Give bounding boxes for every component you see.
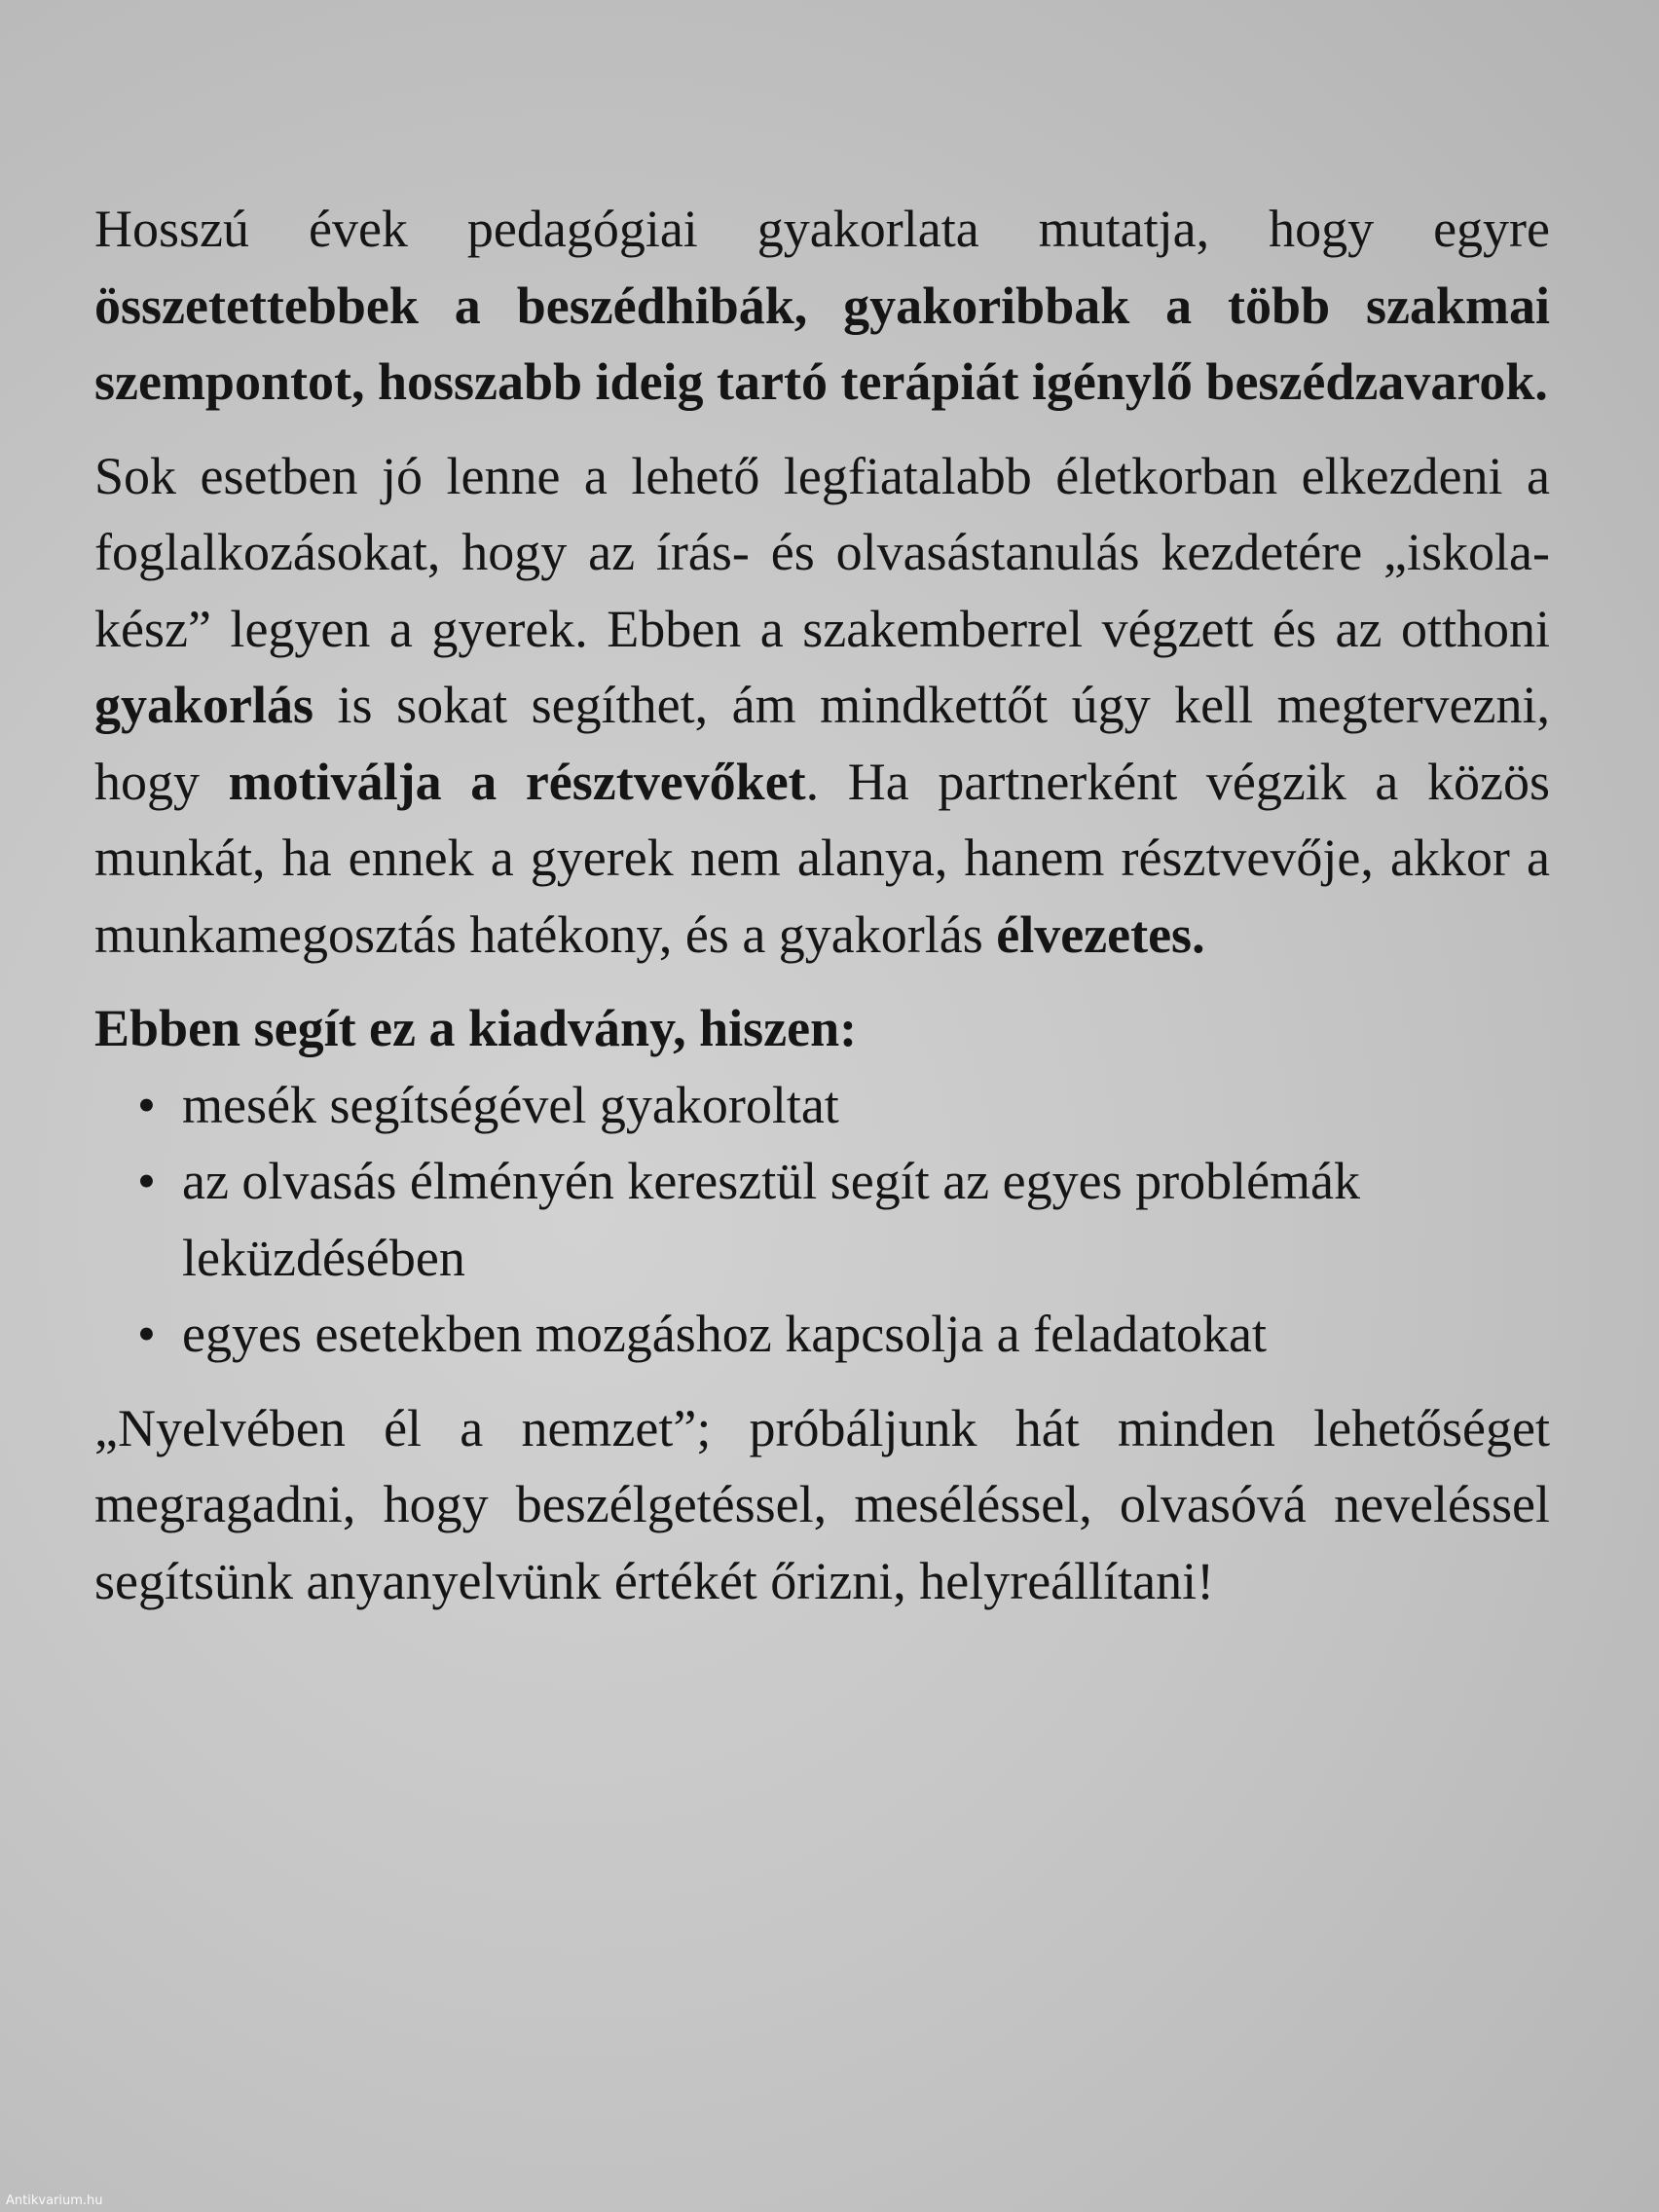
- body-text-2: is sokat segíthet, ám mindkettőt úgy kell megtervezni, hogy: [94, 676, 1550, 811]
- body-paragraph: [94, 438, 1550, 974]
- bullet-list: [94, 1067, 1550, 1373]
- body-text-3: . Ha partnerként végzik a közös munkát, ha ennek a gyerek nem alanya, hanem résztvevője, akkor a munkamegosztás hatékony, és a gyakorlás: [94, 752, 1550, 964]
- intro-bold-text: összetettebbek a beszédhibák, gyakoribbak a több szakmai szempontot, hosszabb ideig tartó terápiát igénylő beszédzavarok.: [94, 276, 1550, 411]
- intro-paragraph: [94, 191, 1550, 421]
- bullet-item: • mesék segítségével gyakoroltat: [182, 1067, 1550, 1144]
- bullet-item: • egyes esetekben mozgáshoz kapcsolja a feladatokat: [182, 1296, 1550, 1373]
- watermark: Antikvarium.hu: [6, 2194, 103, 2208]
- intro-text: Hosszú évek pedagógiai gyakorlata mutatja, hogy egyre: [94, 200, 1550, 258]
- body-bold-motivate: motiválja a résztvevőket: [228, 752, 806, 811]
- section-heading: Ebben segít ez a kiadvány, hiszen:: [94, 999, 858, 1057]
- body-bold-practice: gyakorlás: [94, 676, 314, 734]
- closing-paragraph: „Nyelvében él a nemzet”; próbáljunk hát minden lehetőséget megragadni, hogy beszélgetéssel, meséléssel, olvasóvá neveléssel segítsünk anyanyelvünk értékét őrizni, helyreállítani!: [94, 1398, 1550, 1610]
- page-text: [94, 191, 1550, 1637]
- body-text-1: Sok esetben jó lenne a lehető legfiatalabb életkorban elkezdeni a foglalkozásokat, hogy az írás- és olvasástanulás kezdetére „iskola-kész” legyen a gyerek. Ebben a szakemberrel végzett és az otthoni: [94, 446, 1550, 658]
- body-bold-enjoyable: élvezetes.: [996, 904, 1205, 964]
- bullet-item: • az olvasás élményén keresztül segít az egyes problémák leküzdésében: [182, 1143, 1550, 1296]
